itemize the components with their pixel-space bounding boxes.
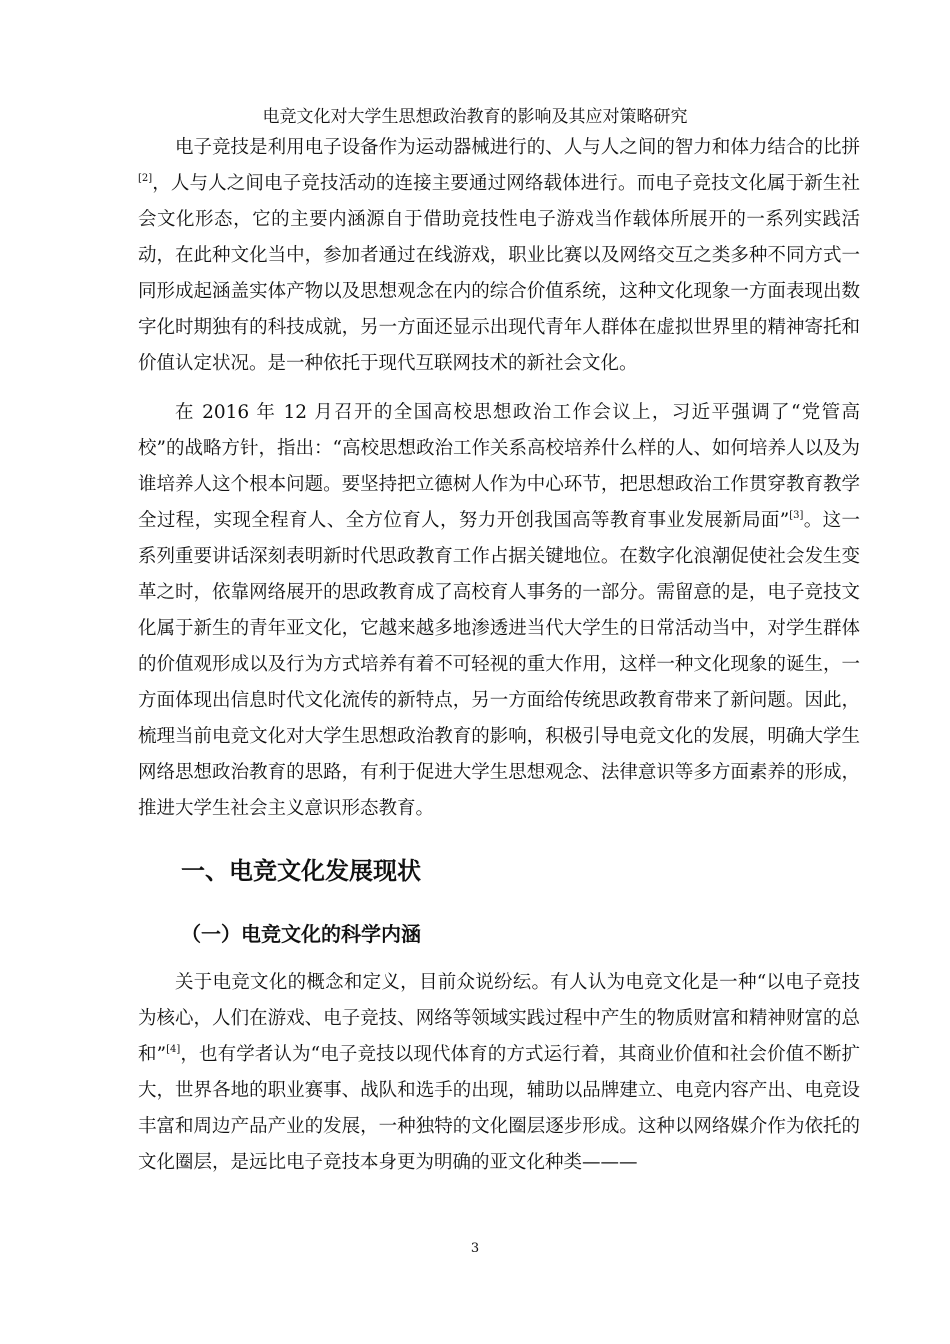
paragraph-text (138, 130, 860, 382)
subsection-heading: （一）电竞文化的科学内涵 (181, 922, 421, 946)
paragraph-definition (138, 965, 860, 1181)
paragraph-text-part: 。这一系列重要讲话深刻表明新时代思政教育工作占据关键地位。在数字化浪潮促使社会发生变革之时，依靠网络展开的思政教育成了高校育人事务的一部分。需留意的是，电子竞技文化属于新生的青年亚文化，它越来越多地渗透进当代大学生的日常活动当中，对学生群体的价值观形成以及行为方式培养有着不可轻视的重大作用，这样一种文化现象的诞生，一方面体现出信息时代文化流传的新特点，另一方面给传统思政教育带来了新问题。因此，梳理当前电竞文化对大学生思想政治教育的影响，积极引导电竞文化的发展，明确大学生网络思想政治教育的思路，有利于促进大学生思想观念、法律意识等多方面素养的形成，推进大学生社会主义意识形态教育。 (138, 510, 860, 819)
paragraph-text-part: ，人与人之间电子竞技活动的连接主要通过网络载体进行。而电子竞技文化属于新生社会文化形态，它的主要内涵源自于借助竞技性电子游戏当作载体所展开的一系列实践活动，在此种文化当中，参加者通过在线游戏，职业比赛以及网络交互之类多种不同方式一同形成起涵盖实体产物以及思想观念在内的综合价值系统，这种文化现象一方面表现出数字化时期独有的科技成就，另一方面还显示出现代青年人群体在虚拟世界里的精神寄托和价值认定状况。是一种依托于现代互联网技术的新社会文化。 (138, 173, 860, 374)
citation-ref: [4] (166, 1044, 181, 1055)
running-title: 电竞文化对大学生思想政治教育的影响及其应对策略研究 (262, 107, 688, 127)
paragraph-text-part: 关于电竞文化的概念和定义，目前众说纷纭。有人认为电竞文化是一种“以电子竞技为核心，人们在游戏、电子竞技、网络等领域实践过程中产生的物质财富和精神财富的总和” (138, 972, 860, 1065)
section-heading: 一、电竞文化发展现状 (181, 857, 421, 885)
paragraph-conference (138, 395, 860, 827)
paragraph-intro (138, 130, 860, 382)
paragraph-text (138, 965, 860, 1181)
paragraph-text-part: 在 2016 年 12 月召开的全国高校思想政治工作会议上，习近平强调了“党管高校”的战略方针，指出：“高校思想政治工作关系高校培养什么样的人、如何培养人以及为谁培养人这个根本问题。要坚持把立德树人作为中心环节，把思想政治工作贯穿教育教学全过程，实现全程育人、全方位育人，努力开创我国高等教育事业发展新局面” (138, 402, 860, 531)
citation-ref: [2] (138, 173, 153, 184)
paragraph-text-part: ，也有学者认为“电子竞技以现代体育的方式运行着，其商业价值和社会价值不断扩大，世界各地的职业赛事、战队和选手的出现，辅助以品牌建立、电竞内容产出、电竞设丰富和周边产品产业的发展，一种独特的文化圈层逐步形成。这种以网络媒介作为依托的文化圈层，是远比电子竞技本身更为明确的亚文化种类——— (138, 1044, 860, 1173)
paragraph-text-part: 电子竞技是利用电子设备作为运动器械进行的、人与人之间的智力和体力结合的比拼 (175, 137, 860, 158)
citation-ref: [3] (789, 510, 804, 521)
page-number: 3 (470, 1241, 480, 1256)
paragraph-text (138, 395, 860, 827)
